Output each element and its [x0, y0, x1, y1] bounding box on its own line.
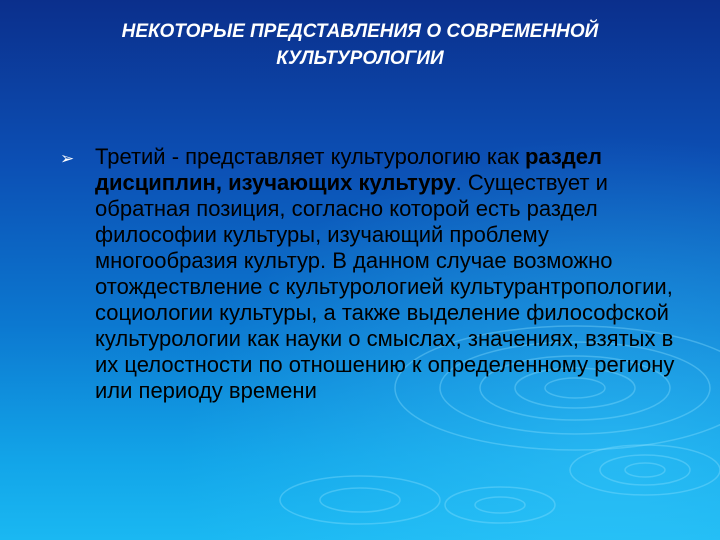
slide-title-line-2: КУЛЬТУРОЛОГИИ	[276, 48, 444, 69]
bullet-text-part-1: Третий - представляет культурологию как	[95, 144, 525, 169]
slide-title	[40, 18, 680, 72]
bullet-text-emphasis: раздел дисциплин, изучающих культуру	[95, 144, 602, 195]
bullet-text-part-2: . Существует и обратная позиция, согласно которой есть раздел философии культуры, изучающий проблему многообразия культур. В данном случае возможно отождествление с культурологией культурантропологии, социологии культуры, а также выделение философской культурологии как науки о смыслах, значениях, взятых в их целостности по отношению к определенному региону или периоду времени	[95, 170, 675, 403]
bullet-text	[95, 144, 680, 404]
arrowhead-bullet-icon: ➢	[60, 149, 75, 169]
slide-title-line-1: НЕКОТОРЫЕ ПРЕДСТАВЛЕНИЯ О СОВРЕМЕННОЙ	[121, 21, 599, 42]
